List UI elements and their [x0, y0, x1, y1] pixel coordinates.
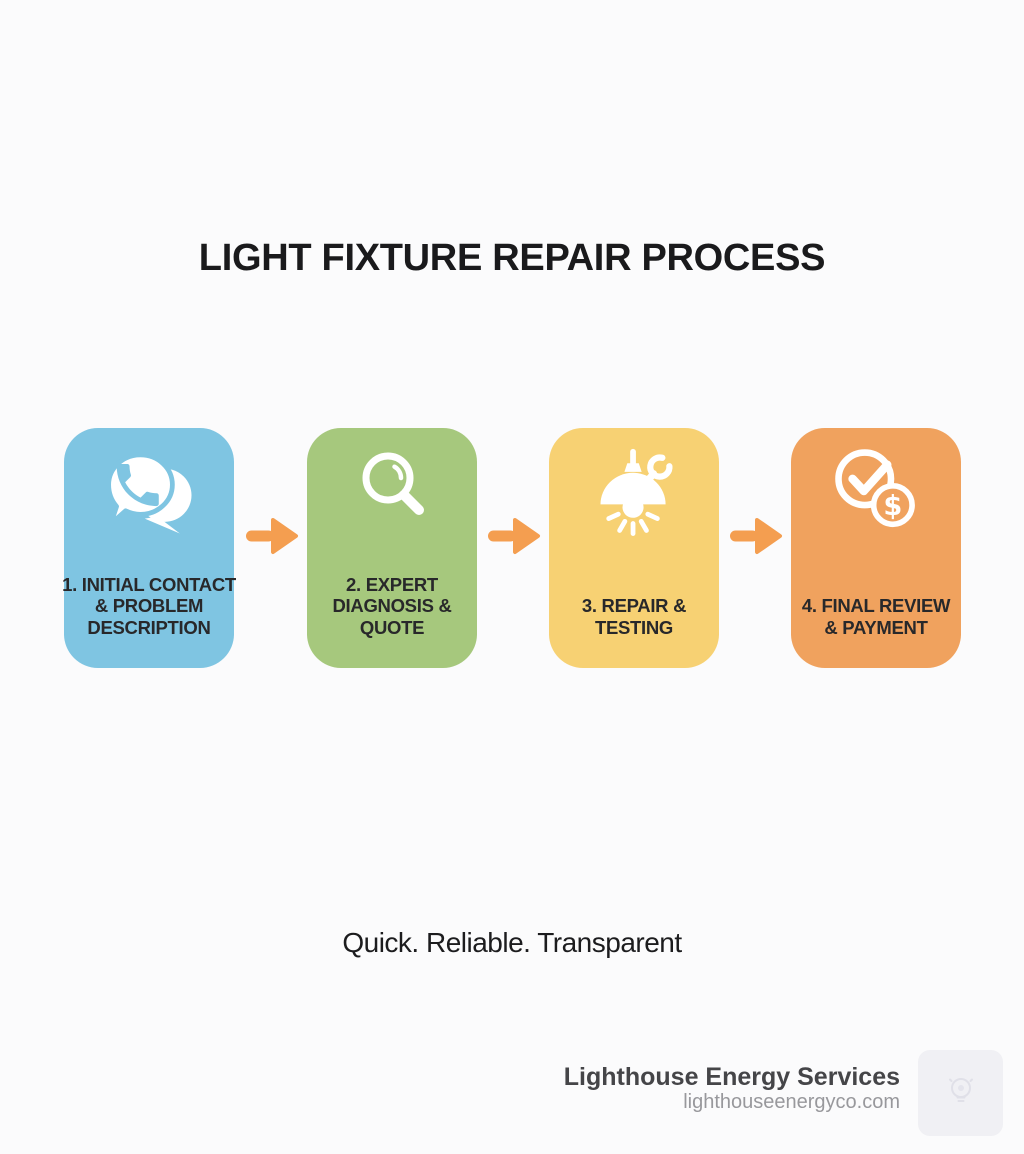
step-label-line: & PROBLEM	[94, 595, 204, 616]
lightbulb-icon	[943, 1073, 979, 1114]
step-label-line: 2. EXPERT	[346, 573, 438, 595]
step-label-line: QUOTE	[359, 616, 425, 638]
lamp-wrench-icon	[549, 446, 719, 536]
arrow-right-icon	[245, 517, 299, 555]
tagline: Quick. Reliable. Transparent	[342, 927, 682, 958]
logo-box	[918, 1050, 1003, 1136]
company-name: Lighthouse Energy Services	[563, 1063, 900, 1091]
website-url: lighthouseenergyco.com	[683, 1091, 900, 1113]
step-label-line: DIAGNOSIS &	[332, 595, 452, 616]
step-label-line: DESCRIPTION	[87, 616, 211, 638]
magnifier-icon	[307, 446, 477, 530]
step-card-initial-contact	[64, 428, 234, 668]
step-label-line: 3. REPAIR &	[581, 595, 687, 616]
step-label-line: TESTING	[594, 616, 674, 638]
step-label	[54, 574, 244, 639]
chat-phone-icon	[64, 446, 234, 536]
step-label	[297, 574, 487, 639]
step-label	[539, 595, 729, 638]
step-label	[781, 595, 971, 638]
page-title: LIGHT FIXTURE REPAIR PROCESS	[198, 237, 826, 279]
footer-branding	[564, 1064, 900, 1114]
step-card-final-review-payment	[791, 428, 961, 668]
step-label-line: & PAYMENT	[824, 616, 928, 638]
step-card-repair-testing	[549, 428, 719, 668]
step-label-line: 1. INITIAL CONTACT	[62, 573, 236, 595]
dollar-sign: $	[883, 490, 903, 522]
check-dollar-icon	[791, 446, 961, 536]
step-label-line: 4. FINAL REVIEW	[801, 595, 951, 616]
step-card-expert-diagnosis	[307, 428, 477, 668]
arrow-right-icon	[729, 517, 783, 555]
arrow-right-icon	[487, 517, 541, 555]
